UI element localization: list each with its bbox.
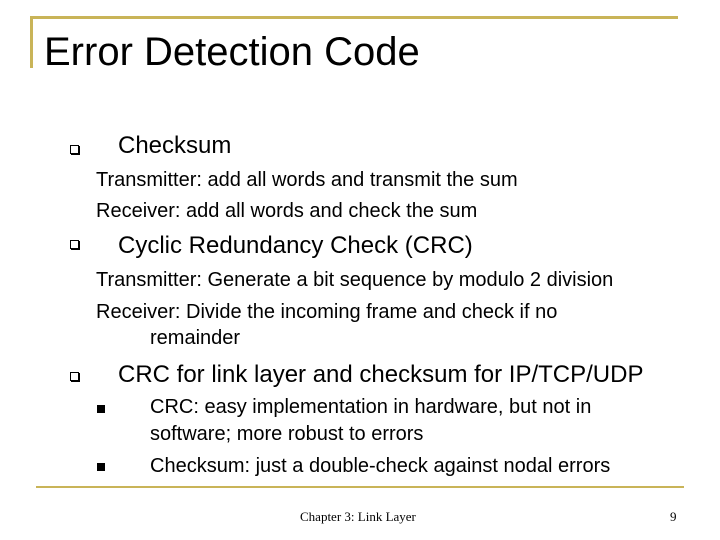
square-sub-bullet-icon [97, 463, 105, 471]
section-heading-crc-vs-checksum: CRC for link layer and checksum for IP/TCP/UDP [118, 361, 644, 388]
checksum-transmitter-line: Transmitter: add all words and transmit the sum [96, 169, 518, 191]
frame-top-border [30, 16, 678, 19]
crc-transmitter-line: Transmitter: Generate a bit sequence by modulo 2 division [96, 269, 614, 291]
sub-item-checksum: Checksum: just a double-check against nodal errors [150, 455, 611, 477]
square-sub-bullet-icon [97, 405, 105, 413]
footer-chapter-label: Chapter 3: Link Layer [300, 509, 416, 524]
section-heading-crc: Cyclic Redundancy Check (CRC) [118, 232, 473, 259]
frame-left-border [30, 16, 33, 68]
section-heading-checksum: Checksum [118, 132, 232, 159]
slide-title: Error Detection Code [44, 30, 420, 74]
sub-item-crc: CRC: easy implementation in hardware, but not in [150, 396, 592, 418]
footer-rule [36, 486, 684, 488]
checkbox-bullet-icon [70, 372, 79, 381]
sub-item-crc-continued: software; more robust to errors [150, 423, 424, 445]
checksum-receiver-line: Receiver: add all words and check the sum [96, 200, 478, 222]
page-number: 9 [670, 509, 677, 524]
checkbox-bullet-icon [70, 240, 79, 249]
crc-receiver-line: Receiver: Divide the incoming frame and check if no [96, 301, 558, 323]
checkbox-bullet-icon [70, 145, 79, 154]
crc-receiver-line-continued: remainder [150, 327, 241, 349]
